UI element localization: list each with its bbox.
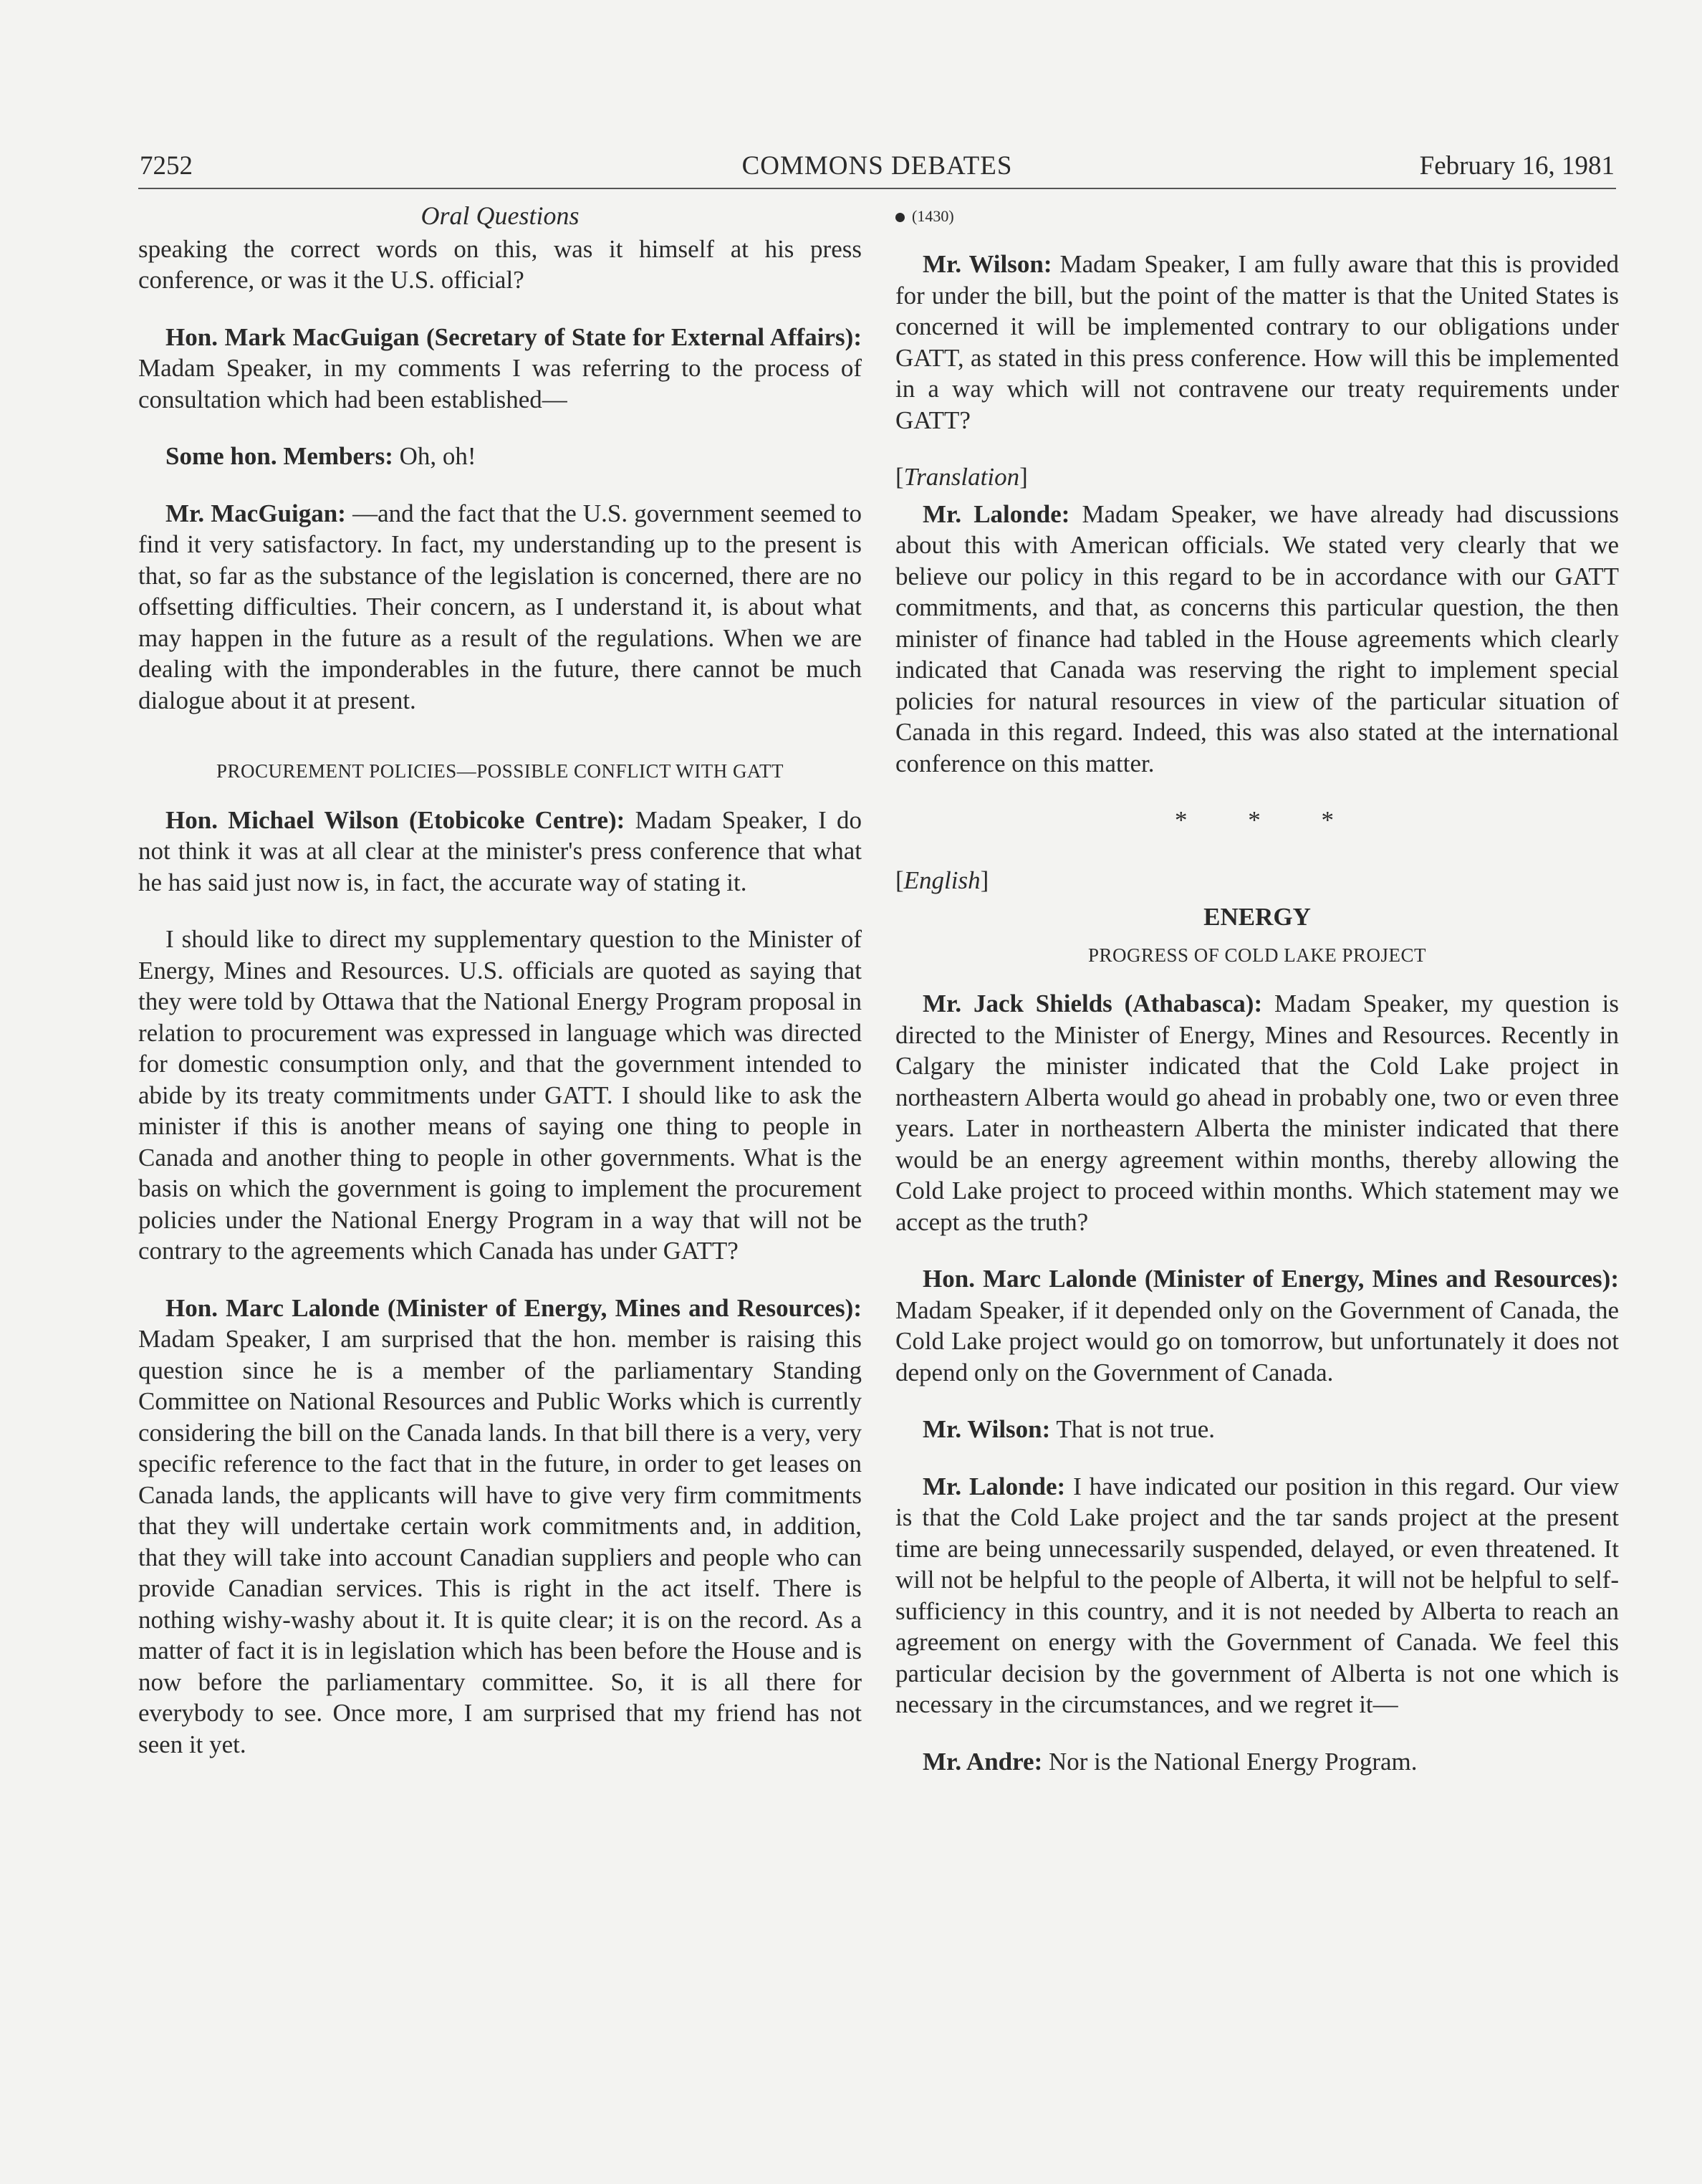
paragraph <box>895 1746 1619 1778</box>
right-column <box>895 201 1619 1803</box>
language-label: English <box>903 866 981 894</box>
paragraph-text: Madam Speaker, if it depended only on the Government of Canada, the Cold Lake project would go on tomorrow, but unfortunately it does not depend only on the Government of Canada. <box>895 1295 1619 1386</box>
speaker-name: Mr. Wilson: <box>923 1415 1051 1443</box>
subheading: PROCUREMENT POLICIES—POSSIBLE CONFLICT WITH GATT <box>216 760 784 782</box>
paragraph-text: Madam Speaker, I am fully aware that this is provided for under the bill, but the point of the matter is that the United States is concerned it will be implemented contrary to our obligations under GATT, as stated in this press conference. How will this be implemented in a way which will not contravene our treaty requirements under GATT? <box>895 250 1619 434</box>
bullet-icon <box>895 213 905 222</box>
paragraph-text: Madam Speaker, I do not think it was at all clear at the minister's press conference that what he has said just now is, in fact, the accurate way of stating it. <box>138 805 862 896</box>
paragraph <box>138 1293 862 1761</box>
page-header <box>138 150 1616 189</box>
language-label: Translation <box>903 463 1020 491</box>
topic-heading: ENERGY <box>1203 903 1311 931</box>
paragraph <box>895 249 1619 436</box>
paragraph-text: Madam Speaker, we have already had discussions about this with American officials. We stated very clearly that we believe our policy in this regard to be in accordance with our GATT commitments, and that, as concerns this particular question, the then minister of finance had tabled in the House agreements which clearly indicated that Canada was reserving the right to implement special policies for natural resources in view of the particular situation of Canada in this regard. Indeed, this was also stated at the international conference on this matter. <box>895 499 1619 777</box>
section-separator: * * * <box>1175 806 1361 834</box>
paragraph <box>138 498 862 717</box>
paragraph <box>138 322 862 416</box>
language-marker: [Translation] <box>895 463 1028 491</box>
paragraph <box>895 499 1619 780</box>
speaker-name: Mr. Lalonde: <box>923 499 1070 528</box>
speaker-name: Mr. Jack Shields (Athabasca): <box>923 990 1263 1017</box>
paragraph-text: I should like to direct my supplementary question to the Minister of Energy, Mines and Resources. U.S. officials are quoted as saying that they were told by Ottawa that the National Energy Program proposal in relation to procurement was expressed in language which was directed for domestic consumption only, and that the government intended to abide by its treaty commitments under GATT. I should like to ask the minister if this is another means of saying one thing to people in Canada and another thing to people in other governments. What is the basis on which the government is going to implement the procurement policies under the National Energy Program in a way that will not be contrary to the agreements which Canada has under GATT? <box>138 925 862 1265</box>
speaker-name: Mr. Wilson: <box>923 250 1052 278</box>
paragraph-text: speaking the correct words on this, was it himself at his press conference, or was it the U.S. official? <box>138 234 862 294</box>
paragraph <box>138 441 862 472</box>
section-heading: Oral Questions <box>420 201 580 230</box>
subheading: PROGRESS OF COLD LAKE PROJECT <box>1087 944 1427 966</box>
paragraph <box>138 805 862 899</box>
paragraph-text: Nor is the National Energy Program. <box>1048 1747 1418 1776</box>
paragraph-text: —and the fact that the U.S. government seemed to find it very satisfactory. In fact, my understanding up to the present is that, so far as the substance of the legislation is concerned, there are no offsetting difficulties. Their concern, as I understand it, is about what may happen in the future as a result of the regulations. When we are dealing with the imponderables in the future, there cannot be much dialogue about it at present. <box>138 499 862 714</box>
speaker-name: Hon. Marc Lalonde (Minister of Energy, Mines and Resources): <box>923 1265 1619 1293</box>
speaker-name: Hon. Michael Wilson (Etobicoke Centre): <box>165 805 625 834</box>
paragraph <box>138 234 862 296</box>
speaker-name: Some hon. Members: <box>165 442 393 470</box>
paragraph <box>895 1263 1619 1388</box>
page-date: February 16, 1981 <box>1419 151 1615 181</box>
speaker-name: Mr. Andre: <box>923 1747 1043 1776</box>
paragraph-text: Oh, oh! <box>399 442 476 470</box>
timestamp: (1430) <box>912 207 954 225</box>
paragraph-text: That is not true. <box>1056 1415 1216 1443</box>
paragraph <box>895 1414 1619 1445</box>
left-column <box>138 201 862 1786</box>
speaker-name: Mr. Lalonde: <box>923 1472 1066 1500</box>
paragraph <box>895 988 1619 1237</box>
language-marker: [English] <box>895 866 989 894</box>
page-number: 7252 <box>140 151 193 181</box>
speaker-name: Hon. Marc Lalonde (Minister of Energy, Mines and Resources): <box>165 1293 862 1322</box>
paragraph-text: Madam Speaker, in my comments I was referring to the process of consultation which had been established— <box>138 354 862 413</box>
paragraph <box>895 1471 1619 1720</box>
paragraph-text: Madam Speaker, I am surprised that the hon. member is raising this question since he is a member of the parliamentary Standing Committee on National Resources and Public Works which is currently considering the bill on the Canada lands. In that bill there is a very, very specific reference to the fact that in the future, in order to get leases on Canada lands, the applicants will have to give very firm commitments that they will undertake certain work commitments and, in addition, that they will take into account Canadian suppliers and people who can provide Canadian services. This is right in the act itself. There is nothing wishy-washy about it. It is quite clear; it is on the record. As a matter of fact it is in legislation which has been before the House and is now before the parliamentary committee. So, it is all there for everybody to see. Once more, I am surprised that my friend has not seen it yet. <box>138 1325 862 1758</box>
paragraph <box>138 924 862 1267</box>
speaker-name: Mr. MacGuigan: <box>165 499 346 527</box>
speaker-name: Hon. Mark MacGuigan (Secretary of State for External Affairs): <box>165 322 862 351</box>
paragraph-text: I have indicated our position in this regard. Our view is that the Cold Lake project and the tar sands project at the present time are being unnecessarily suspended, delayed, or even threatened. It will not be helpful to the people of Alberta, it will not be helpful to self-sufficiency in this country, and it is not needed by Alberta to reach an agreement on energy with the Government of Canada. We feel this particular decision by the government of Alberta is not one which is necessary in the circumstances, and we regret it— <box>895 1472 1620 1718</box>
time-marker <box>895 201 1619 231</box>
publication-title: COMMONS DEBATES <box>741 151 1013 181</box>
paragraph-text: Madam Speaker, my question is directed to the Minister of Energy, Mines and Resources. Recently in Calgary the minister indicated that the Cold Lake project in northeastern Alberta would go ahead in probably one, two or even three years. Later in northeastern Alberta the minister indicated that there would be an energy agreement within months, thereby allowing the Cold Lake project to proceed within months. Which statement may we accept as the truth? <box>895 990 1619 1236</box>
